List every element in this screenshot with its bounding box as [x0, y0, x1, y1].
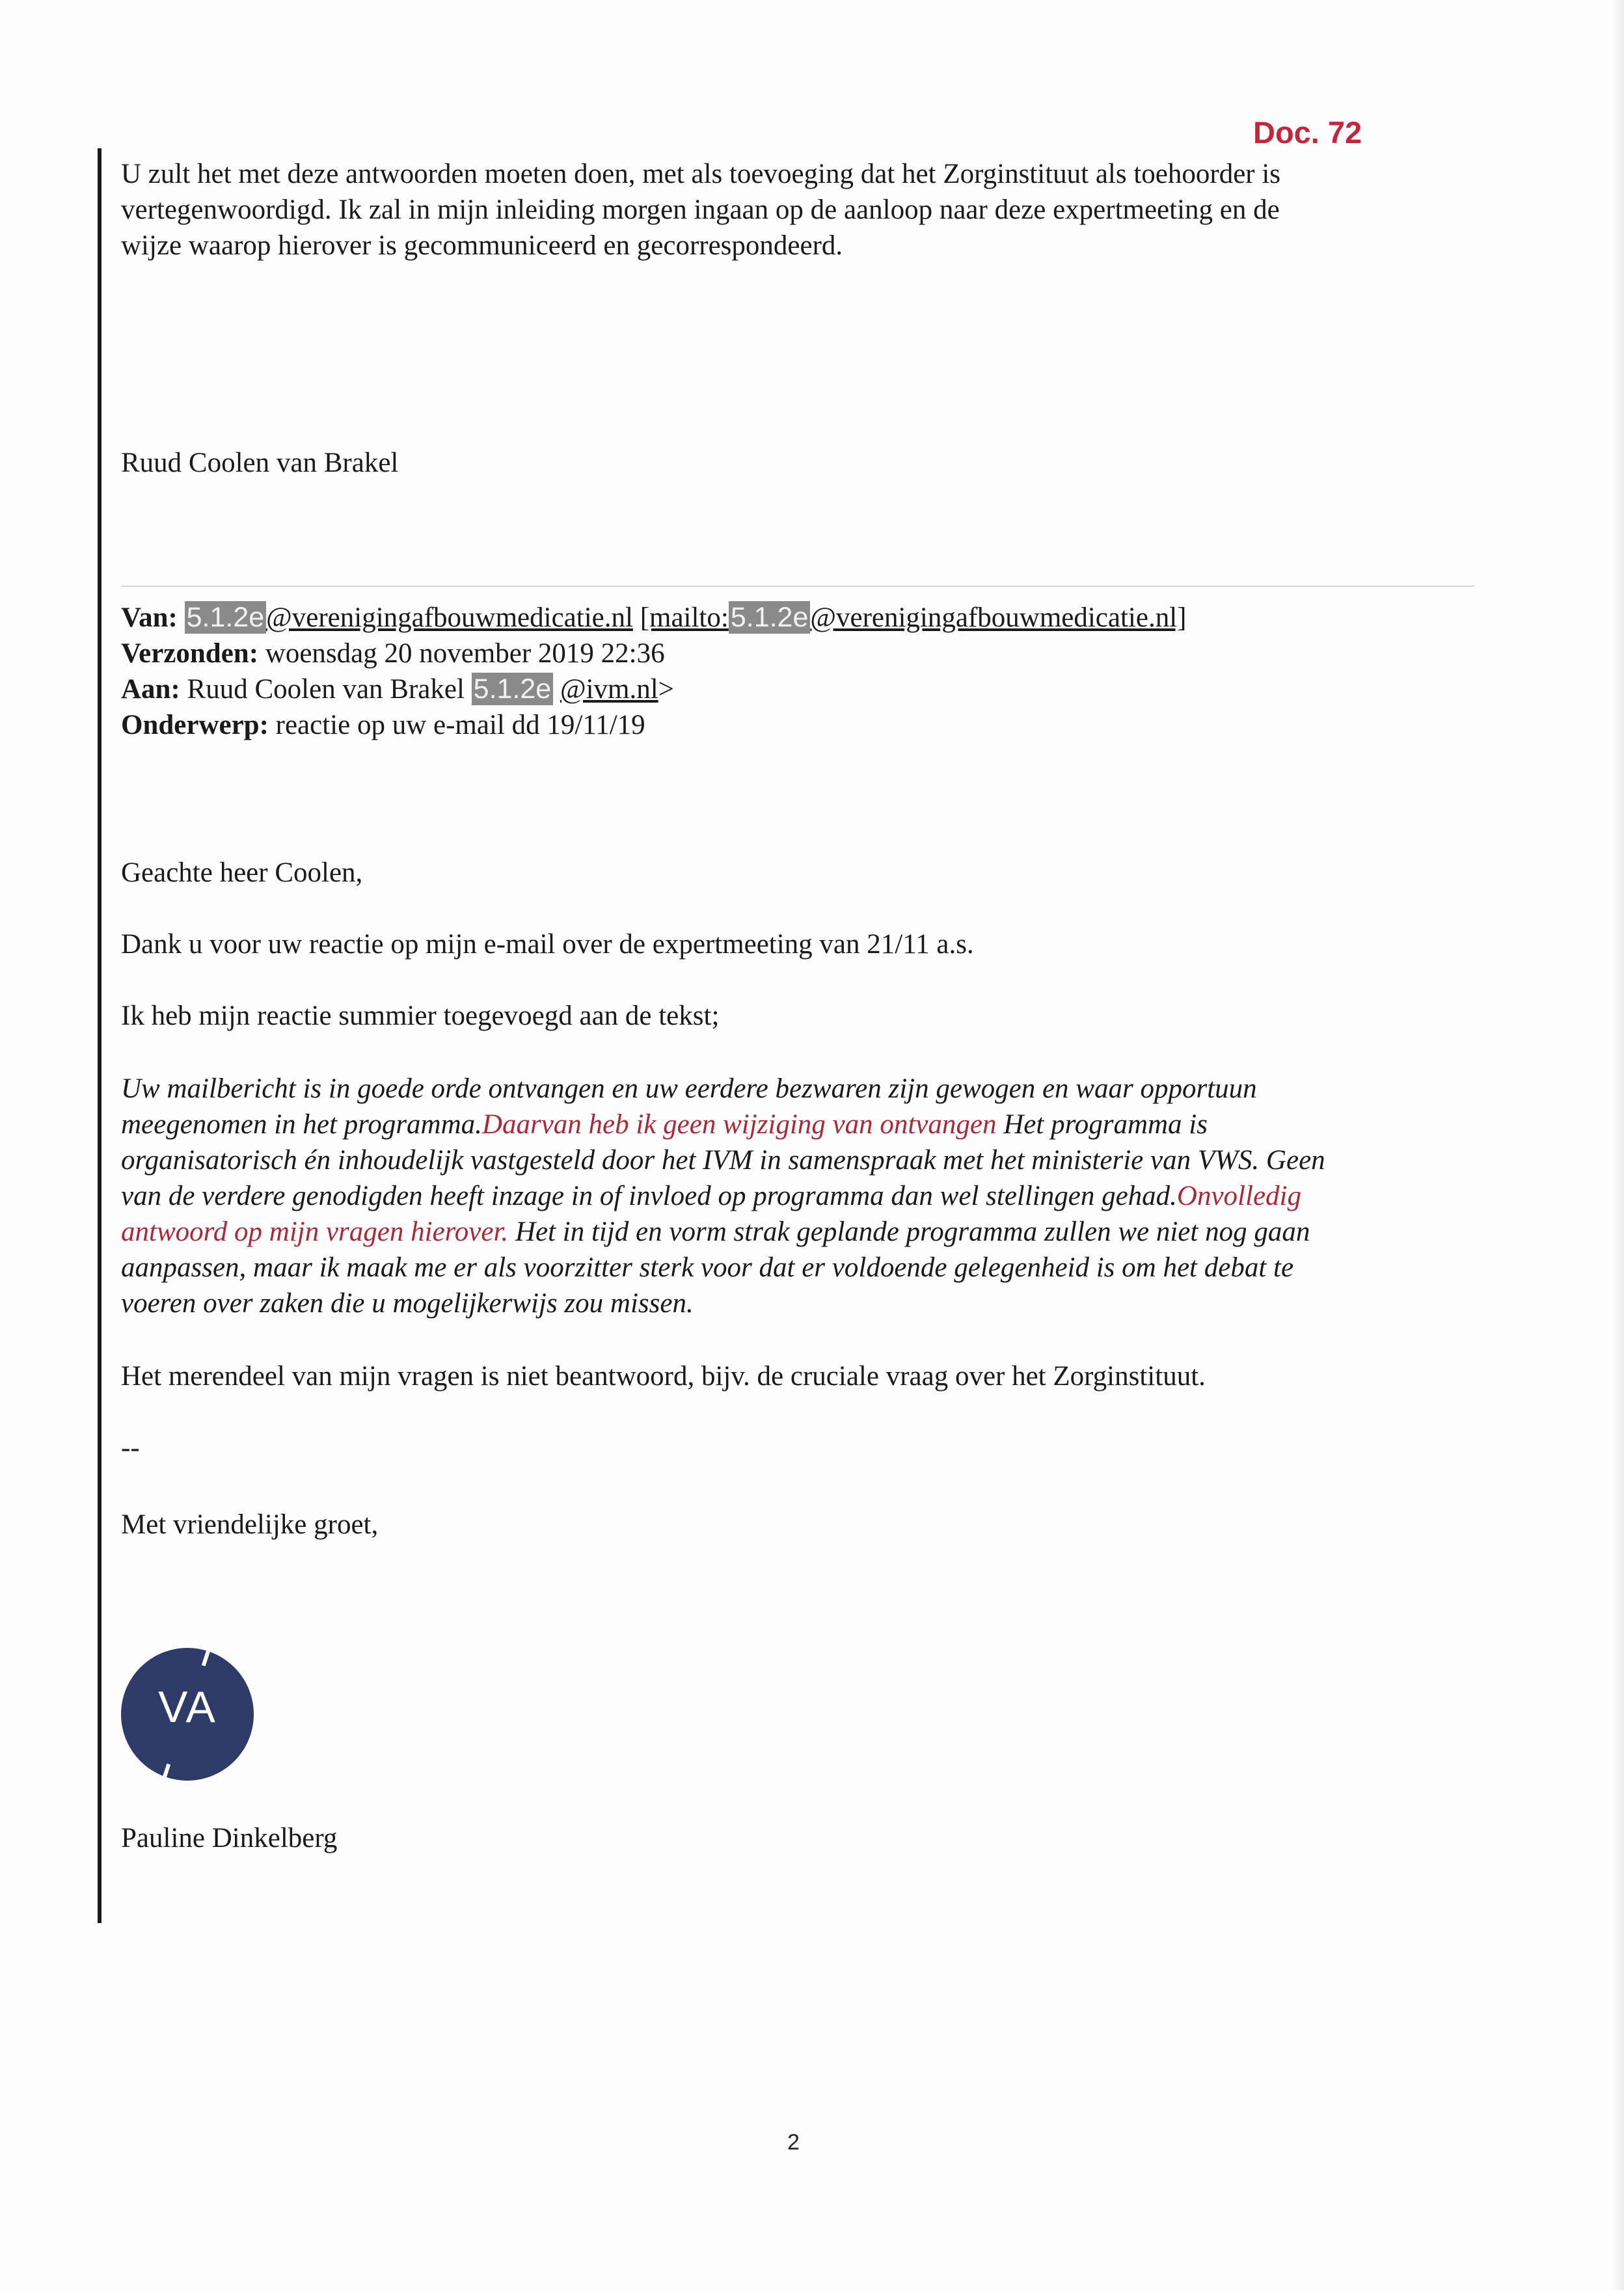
email-subject-line: [121, 707, 645, 743]
doc-number-stamp: Doc. 72: [1253, 115, 1362, 150]
to-name: Ruud Coolen van Brakel: [187, 674, 465, 705]
signature-separator: --: [121, 1433, 140, 1463]
to-suffix: >: [658, 674, 674, 705]
mailto-domain[interactable]: @verenigingafbouwmedicatie.nl]: [810, 602, 1187, 633]
intro-line: U zult het met deze antwoorden moeten doen, met als toevoeging dat het Zorginstituut als toehoorder is: [121, 159, 1281, 189]
intro-line: wijze waarop hierover is gecommuniceerd en gecorrespondeerd.: [121, 230, 843, 261]
quote-line: organisatorisch én inhoudelijk vastgesteld door het IVM in samenspraak met het ministerie van VWS. Geen: [121, 1145, 1325, 1176]
margin-bar: [98, 148, 102, 1923]
to-label: Aan:: [121, 674, 180, 705]
salutation: Geachte heer Coolen,: [121, 857, 363, 888]
email-to-line: [121, 671, 674, 707]
body-paragraph: Het merendeel van mijn vragen is niet beantwoord, bijv. de cruciale vraag over het Zorginstituut.: [121, 1361, 1206, 1392]
quote-line: Uw mailbericht is in goede orde ontvangen en uw eerdere bezwaren zijn gewogen en waar opportuun: [121, 1073, 1257, 1104]
reply-comment: Onvolledig: [1176, 1181, 1301, 1211]
logo-mark-top: [202, 1648, 211, 1666]
signer-name: Ruud Coolen van Brakel: [121, 448, 399, 478]
body-paragraph: Dank u voor uw reactie op mijn e-mail over de expertmeeting van 21/11 a.s.: [121, 929, 974, 960]
email-from-line: [121, 600, 1186, 636]
to-domain[interactable]: @ivm.nl: [560, 674, 658, 705]
sent-label: Verzonden:: [121, 638, 259, 669]
reply-comment: Daarvan heb ik geen wijziging van ontvangen: [481, 1109, 997, 1140]
quote-line: antwoord op mijn vragen hierover. Het in tijd en vorm strak geplande programma zullen we niet nog gaan: [121, 1217, 1310, 1247]
quoted-reply: [121, 1071, 1325, 1321]
scan-edge: [1610, 0, 1624, 2290]
body-paragraph: Ik heb mijn reactie summier toegevoegd aan de tekst;: [121, 1001, 720, 1031]
mailto-redaction: 5.1.2e: [729, 601, 811, 634]
closing: Met vriendelijke groet,: [121, 1509, 379, 1540]
logo-mark-bottom: [161, 1764, 170, 1781]
quote-line: meegenomen in het programma.Daarvan heb ik geen wijziging van ontvangen Het programma is: [121, 1109, 1208, 1140]
email-sent-line: [121, 636, 665, 671]
intro-line: vertegenwoordigd. Ik zal in mijn inleiding morgen ingaan op de aanloop naar deze expertmeeting en de: [121, 195, 1280, 225]
header-separator: [121, 586, 1474, 587]
to-redaction: 5.1.2e: [472, 673, 554, 705]
from-domain[interactable]: @verenigingafbouwmedicatie.nl: [266, 602, 633, 633]
intro-paragraph: [121, 156, 1280, 263]
reply-comment: antwoord op mijn vragen hierover.: [121, 1217, 509, 1247]
signature-name: Pauline Dinkelberg: [121, 1823, 338, 1853]
va-logo: [121, 1648, 254, 1781]
logo-text: VA: [158, 1682, 217, 1732]
subject-label: Onderwerp:: [121, 710, 269, 740]
from-redaction: 5.1.2e: [185, 601, 267, 634]
quote-line: voeren over zaken die u mogelijkerwijs zou missen.: [121, 1288, 694, 1319]
quote-line: van de verdere genodigden heeft inzage in of invloed op programma dan wel stellingen gehad.Onvolledig: [121, 1181, 1301, 1211]
from-label: Van:: [121, 602, 178, 633]
page-number: 2: [787, 2130, 800, 2155]
subject-value: reactie op uw e-mail dd 19/11/19: [275, 710, 645, 740]
quote-line: aanpassen, maar ik maak me er als voorzitter sterk voor dat er voldoende gelegenheid is om het debat te: [121, 1252, 1294, 1283]
sent-value: woensdag 20 november 2019 22:36: [265, 638, 665, 669]
mailto-prefix[interactable]: [mailto:: [640, 602, 729, 633]
